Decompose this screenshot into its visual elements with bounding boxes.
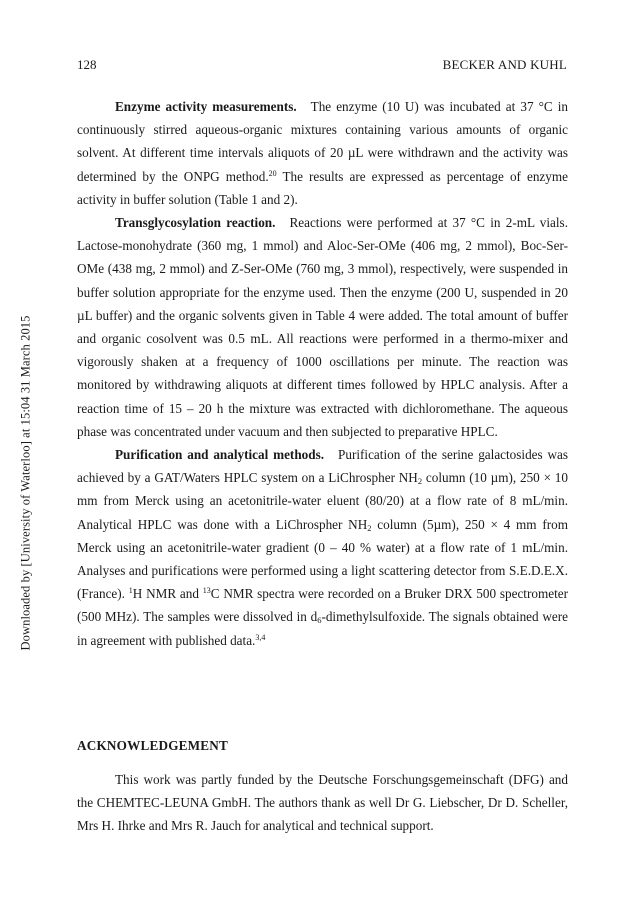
nh2-subscript-1: 2 (417, 476, 423, 487)
transglycosylation-heading: Transglycosylation reaction. (115, 215, 276, 231)
purification-paragraph (77, 443, 568, 652)
page-number: 128 (77, 57, 97, 72)
purification-text-4: H NMR and (132, 586, 203, 602)
page-header (77, 57, 567, 77)
purification-text-2: column (10 µm), 250 × 10 mm from Merck using an acetonitrile-water eluent (80/20) at a flow rate of 8 mL/min. Analytical HPLC was done with a LiChrospher NH (77, 470, 568, 532)
reference-3-4: 3,4 (255, 632, 266, 642)
nh2-subscript-2: 2 (367, 522, 372, 533)
enzyme-activity-paragraph (77, 95, 568, 211)
purification-text-3: column (5µm), 250 × 4 mm from Merck using an acetonitrile-water gradient (0 – 40 % water) at a flow rate of 1 mL/min. Analyses and purifications were performed using a light scattering detector from S.E.D.E.X. (France). (77, 516, 568, 602)
acknowledgement-body (77, 768, 568, 838)
running-head: BECKER AND KUHL (442, 57, 567, 72)
transglycosylation-paragraph (77, 211, 568, 443)
transglycosylation-text: Reactions were performed at 37 °C in 2-mL vials. Lactose-monohydrate (360 mg, 1 mmol) and Aloc-Ser-OMe (406 mg, 2 mmol), Boc-Ser-OMe (438 mg, 2 mmol) and Z-Ser-OMe (760 mg, 3 mmol), respectively, were suspended in buffer solution appropriate for the enzyme used. Then the enzyme (200 U, suspended in 20 µL buffer) and the organic solvents given in Table 4 were added. The total amount of buffer and organic cosolvent was 0.5 mL. All reactions were performed in a thermo-mixer and vigorously shaken at a frequency of 1000 oscillations per minute. The reaction was monitored by withdrawing aliquots at different times followed by HPLC analysis. After a reaction time of 15 – 20 h the mixture was extracted with dichloromethane. The aqueous phase was concentrated under vacuum and then subjected to preparative HPLC. (77, 215, 568, 439)
enzyme-activity-heading: Enzyme activity measurements. (115, 99, 297, 114)
enzyme-activity-text-end: The results are expressed as percentage of enzyme activity in buffer solution (Table 1 and 2). (77, 168, 568, 207)
purification-text-6: -dimethylsulfoxide. The signals obtained were in agreement with published data. (77, 609, 568, 648)
download-watermark-text: Downloaded by [University of Waterloo] at 15:04 31 March 2015 (18, 315, 33, 651)
acknowledgement-paragraph: This work was partly funded by the Deutsche Forschungsgemeinschaft (DFG) and the CHEMTEC-LEUNA GmbH. The authors thank as well Dr G. Liebscher, Dr D. Scheller, Mrs H. Ihrke and Mrs R. Jauch for analytical and technical support. (77, 772, 568, 834)
purification-text-1: Purification of the serine galactosides was achieved by a GAT/Waters HPLC system on a LiChrospher NH (77, 447, 568, 486)
enzyme-activity-text: The enzyme (10 U) was incubated at 37 °C in continuously stirred aqueous-organic mixtures containing various amounts of organic solvent. At different time intervals aliquots of 20 µL were withdrawn and the activity was determined by the ONPG method. (77, 99, 568, 184)
acknowledgement-heading: ACKNOWLEDGEMENT (77, 738, 229, 753)
h-nmr-superscript: 1 (128, 586, 133, 596)
reference-20: 20 (268, 168, 277, 178)
methods-body (77, 95, 568, 652)
purification-heading: Purification and analytical methods. (115, 447, 325, 463)
purification-text-5: C NMR spectra were recorded on a Bruker DRX 500 spectrometer (500 MHz). The samples were dissolved in d (77, 586, 568, 625)
c13-superscript: 13 (202, 586, 211, 596)
d6-subscript: 6 (317, 615, 322, 626)
